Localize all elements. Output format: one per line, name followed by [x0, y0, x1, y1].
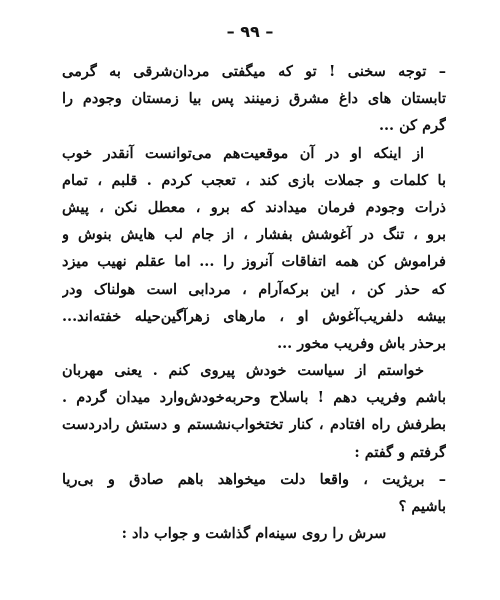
text-line-2: تابستان های داغ مشرق زمینند پس بیا زمستان وجودم را: [62, 90, 446, 108]
text-line-6: ذرات وجودم فرمان میدادند که برو ، معطل نکن ، پیش: [62, 198, 446, 216]
text-line-1: – توجه سخنی ! تو که میگفتی مردان‌شرقی به گرمی: [62, 63, 446, 80]
text-line-7: برو ، تنگ در آغوشش بفشار ، از جام لب هایش بنوش و: [62, 226, 446, 244]
text-line-10: بیشه دلفریب‌آغوش او ، مارهای زهرآگین‌حیله خفته‌اند...: [62, 307, 446, 325]
text-line-12: خواستم از سیاست خودش پیروی کنم . یعنی مهربان: [62, 362, 424, 380]
text-line-13: باشم وفریب دهم ! باسلاح وحربه‌خودش‌وارد میدان گردم .: [62, 389, 446, 407]
text-line-18: سرش را روی سینه‌ام گذاشت و جواب داد :: [121, 525, 387, 543]
text-line-8: فراموش کن همه اتفاقات آنروز را ... اما عقلم نهیب میزد: [62, 253, 446, 271]
body-text: [62, 58, 446, 547]
page-number: – ۹۹ –: [226, 22, 274, 41]
text-line-11: برحذر باش وفریب مخور ...: [277, 334, 446, 352]
text-line-14: بطرفش راه افتادم ، کنار تختخواب‌نشستم و دستش رادردست: [62, 416, 446, 434]
text-line-15: گرفتم و گفتم :: [354, 443, 446, 461]
text-line-16: – بریژیت ، واقعا دلت میخواهد باهم صادق و بی‌ریا: [62, 470, 446, 488]
text-line-4: از اینکه او در آن موقعیت‌هم می‌توانست آنقدر خوب: [62, 144, 424, 162]
text-line-9: که حذر کن ، این برکه‌آرام ، مردابی است هولناک ودر: [62, 280, 446, 298]
text-line-17: باشیم ؟: [398, 498, 446, 515]
text-line-5: با کلمات و جملات بازی کند ، تعجب کردم . قلبم ، تمام: [62, 171, 446, 189]
text-line-3: گرم کن ...: [378, 117, 446, 135]
